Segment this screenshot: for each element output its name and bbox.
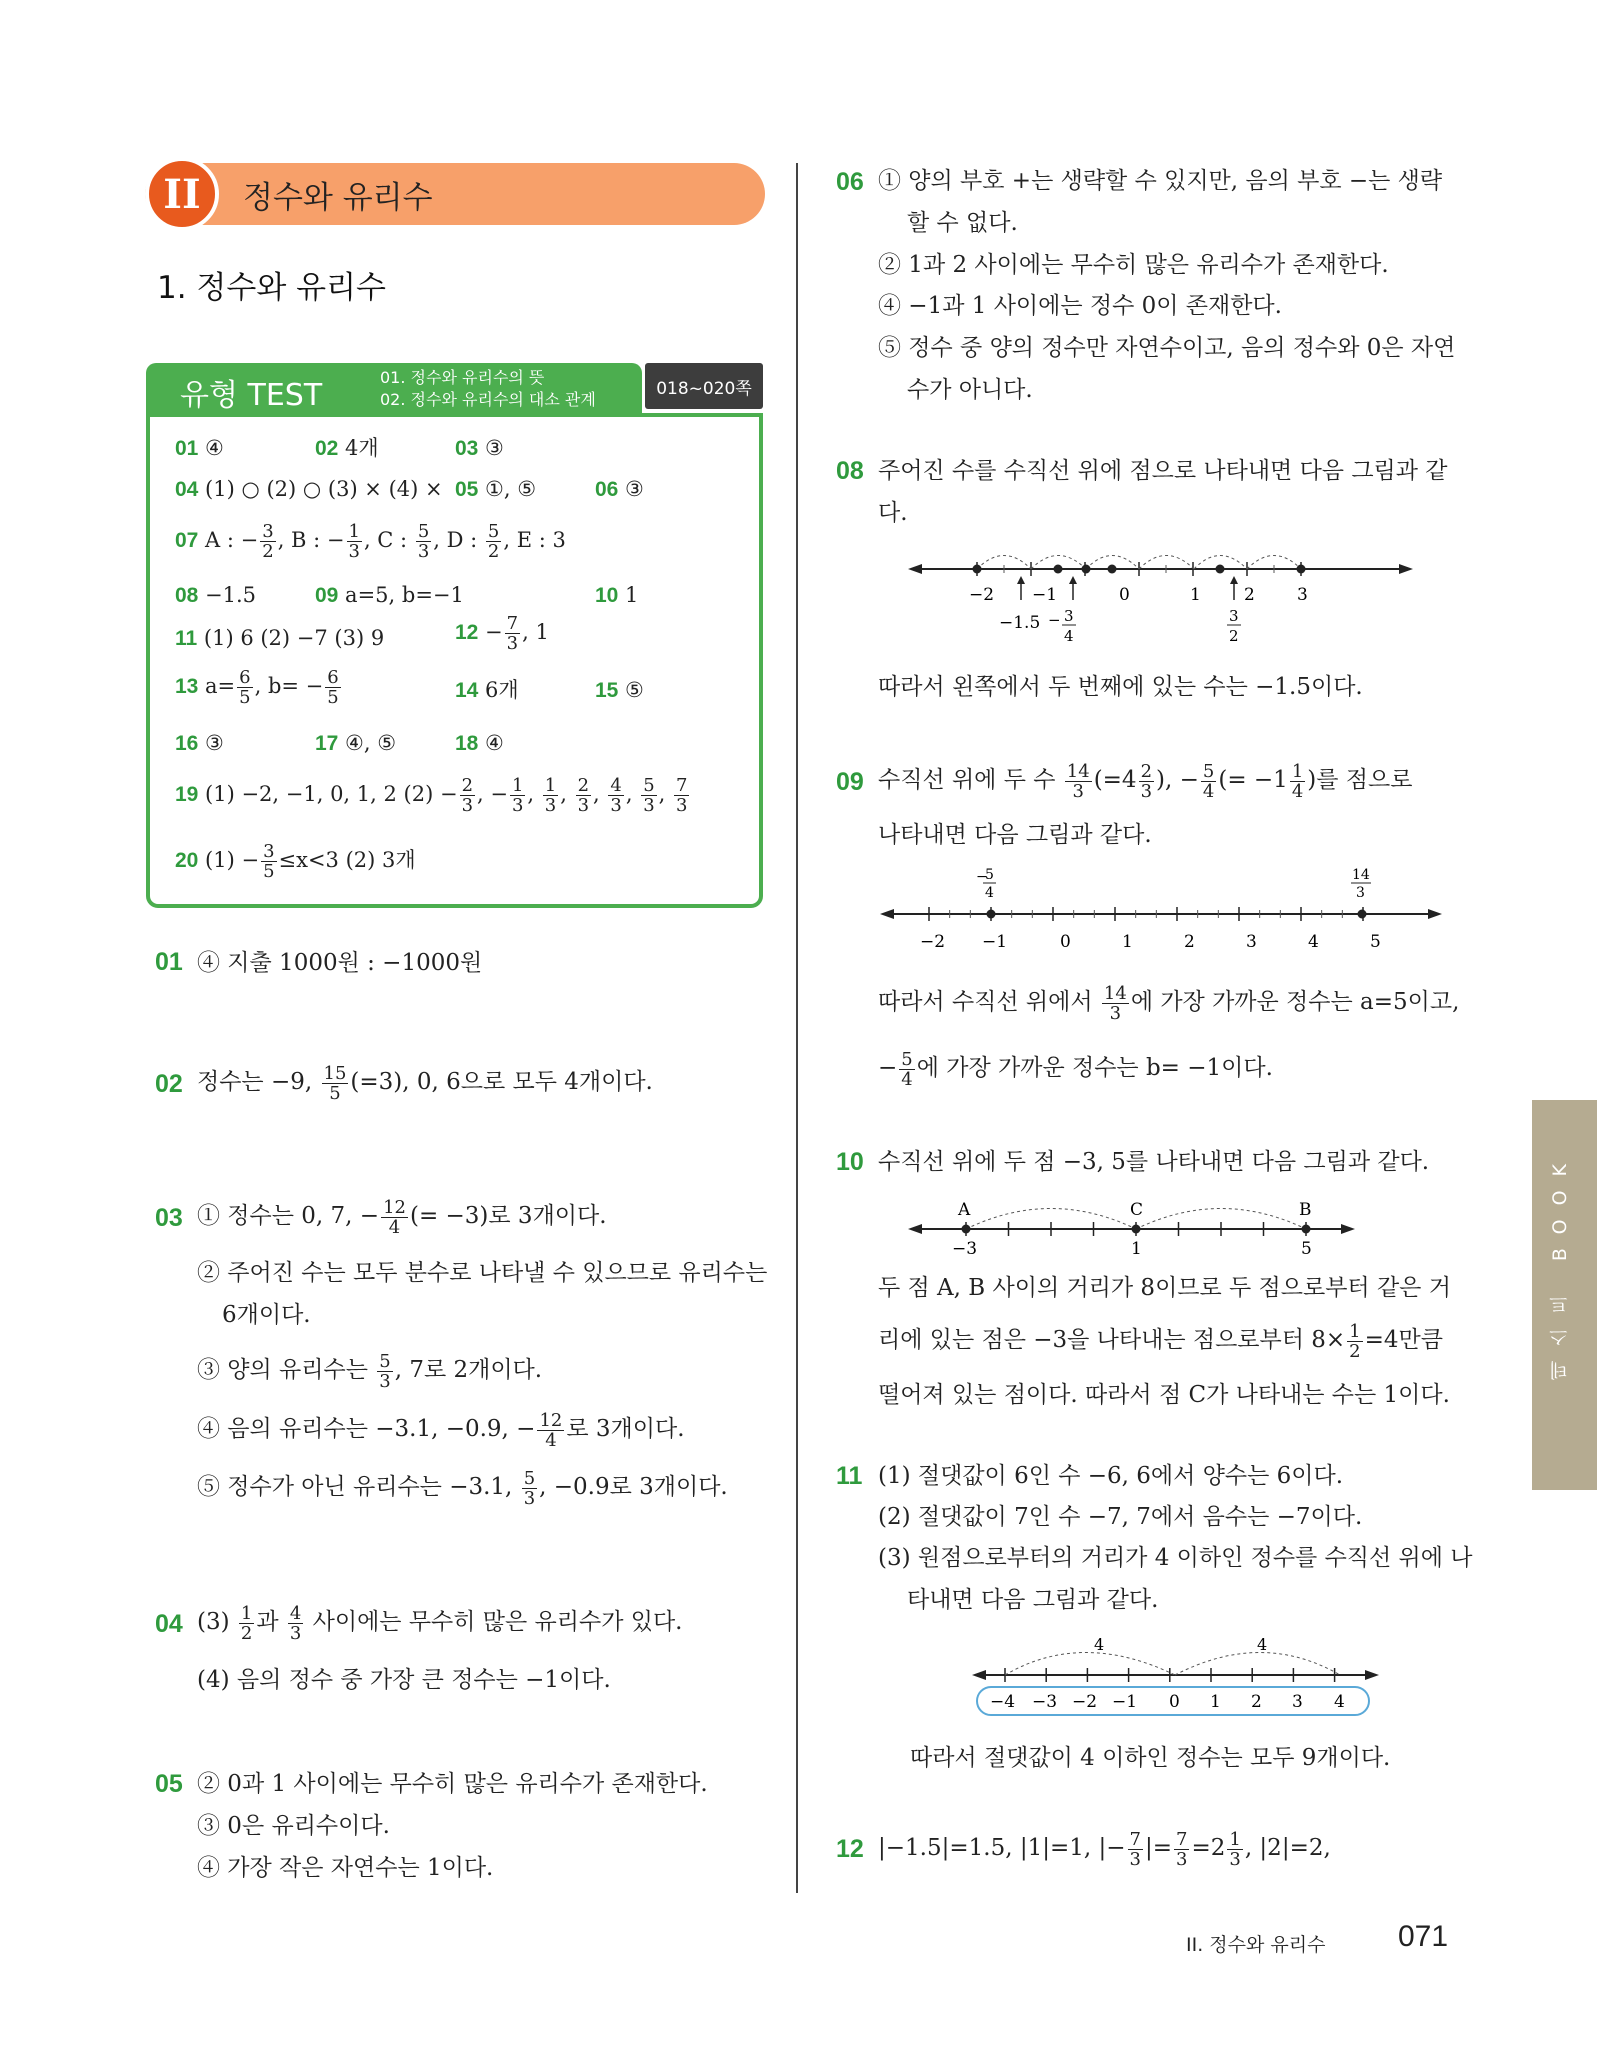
- svg-text:−1: −1: [1112, 1692, 1138, 1712]
- q11-line2: (2) 절댓값이 7인 수 −7, 7에서 음수는 −7이다.: [878, 1504, 1363, 1530]
- svg-text:−4: −4: [990, 1692, 1016, 1712]
- q04-number: 04: [155, 1610, 183, 1638]
- svg-text:2: 2: [1244, 585, 1255, 605]
- q08-line3: 따라서 왼쪽에서 두 번째에 있는 수는 −1.5이다.: [878, 674, 1363, 700]
- answer-05: 05 ①, ⑤: [455, 477, 537, 501]
- svg-text:C: C: [1130, 1200, 1144, 1220]
- q08-number-line: [908, 540, 1418, 660]
- q09-line1: 수직선 위에 두 수 $\frac{14}{3}$ (=4 $\frac{2}{3}$ ), − $\frac{5}{4}$ (= −1 $\frac{1}{4}$ )를 점으로: [878, 760, 1413, 802]
- q06-line1a: ① 양의 부호 +는 생략할 수 있지만, 음의 부호 −는 생략: [878, 168, 1443, 194]
- answer-20: 20 (1) − $\frac{3}{5}$ ≤x<3 (2) 3개: [175, 841, 416, 882]
- q11-line4: 따라서 절댓값이 4 이하인 정수는 모두 9개이다.: [910, 1745, 1391, 1771]
- q08-line1: 주어진 수를 수직선 위에 점으로 나타내면 다음 그림과 같: [878, 458, 1448, 484]
- svg-text:4: 4: [1257, 1635, 1268, 1654]
- svg-text:5: 5: [1370, 932, 1381, 952]
- q03-line4: ④ 음의 유리수는 −3.1, −0.9, − $\frac{12}{4}$ 로 3개이다.: [197, 1409, 685, 1451]
- q06-line4: ④ −1과 1 사이에는 정수 0이 존재한다.: [878, 293, 1282, 319]
- q03-line2b: 6개이다.: [222, 1302, 311, 1328]
- answer-04: 04 (1) ○ (2) ○ (3) × (4) ×: [175, 477, 443, 501]
- svg-text:2: 2: [1229, 627, 1239, 645]
- test-box-title: 유형 TEST: [180, 378, 323, 413]
- q12-line1: |−1.5|=1.5, |1|=1, |− $\frac{7}{3}$ |= $\frac{7}{3}$ =2 $\frac{1}{3}$ , |2|=2,: [878, 1828, 1331, 1870]
- svg-text:−2: −2: [920, 932, 946, 952]
- q06-line1b: 할 수 없다.: [907, 210, 1018, 236]
- svg-text:3: 3: [1297, 585, 1308, 605]
- q09-line3: 따라서 수직선 위에서 $\frac{14}{3}$ 에 가장 가까운 정수는 a=5이고,: [878, 982, 1460, 1024]
- svg-text:14: 14: [1352, 867, 1370, 883]
- answer-16: 16 ③: [175, 731, 224, 755]
- q11-number-line: [972, 1630, 1382, 1720]
- q11-line1: (1) 절댓값이 6인 수 −6, 6에서 양수는 6이다.: [878, 1463, 1344, 1489]
- q11-line3b: 타내면 다음 그림과 같다.: [907, 1587, 1159, 1613]
- q10-line1: 수직선 위에 두 점 −3, 5를 나타내면 다음 그림과 같다.: [878, 1149, 1430, 1175]
- svg-text:−2: −2: [1072, 1692, 1098, 1712]
- answer-01: 01 ④: [175, 436, 224, 460]
- answer-08: 08 −1.5: [175, 583, 257, 607]
- q04-line1: (3) $\frac{1}{2}$ 과 $\frac{4}{3}$ 사이에는 무수히 많은 유리수가 있다.: [197, 1602, 683, 1644]
- chapter-banner: [145, 163, 765, 225]
- answer-03: 03 ③: [455, 436, 504, 460]
- svg-text:B: B: [1299, 1200, 1312, 1220]
- svg-text:1: 1: [1190, 585, 1201, 605]
- q11-line3a: (3) 원점으로부터의 거리가 4 이하인 정수를 수직선 위에 나: [878, 1545, 1473, 1571]
- svg-text:−1: −1: [982, 932, 1008, 952]
- answer-15: 15 ⑤: [595, 678, 644, 702]
- answer-09: 09 a=5, b=−1: [315, 583, 464, 607]
- q09-line4: − $\frac{5}{4}$ 에 가장 가까운 정수는 b= −1이다.: [878, 1048, 1273, 1090]
- q06-line5b: 수가 아니다.: [907, 377, 1033, 403]
- svg-text:2: 2: [1184, 932, 1195, 952]
- answer-18: 18 ④: [455, 731, 504, 755]
- chapter-title: 정수와 유리수: [243, 180, 433, 216]
- svg-text:2: 2: [1251, 1692, 1262, 1712]
- q06-number: 06: [836, 168, 864, 196]
- svg-text:3: 3: [1229, 607, 1239, 625]
- q10-line4: 떨어져 있는 점이다. 따라서 점 C가 나타내는 수는 1이다.: [878, 1382, 1450, 1408]
- chapter-badge: II: [145, 157, 219, 231]
- answer-11: 11 (1) 6 (2) −7 (3) 9: [175, 626, 385, 650]
- svg-text:3: 3: [1246, 932, 1257, 952]
- svg-text:3: 3: [1064, 607, 1074, 625]
- answer-13: 13 a= $\frac{6}{5}$ , b= − $\frac{6}{5}$: [175, 667, 339, 708]
- q09-number-line: [880, 862, 1445, 954]
- column-divider: [796, 163, 798, 1893]
- svg-text:1: 1: [1122, 932, 1133, 952]
- q05-line1: ② 0과 1 사이에는 무수히 많은 유리수가 존재한다.: [197, 1771, 708, 1797]
- page-number: 071: [1398, 1920, 1449, 1953]
- test-box-pages: 018~020쪽: [645, 363, 763, 409]
- side-tab-label: 테스트 BOOK: [1549, 1150, 1571, 1381]
- answer-19: 19 (1) −2, −1, 0, 1, 2 (2) − $\frac{2}{3}$ , − $\frac{1}{3}$ , $\frac{1}{3}$ , $\frac{2}{3}$ , $\frac{4}{3}$ , $\frac{5}{3}$ , $\frac{7}{3}$: [175, 775, 688, 816]
- svg-text:5: 5: [985, 867, 994, 883]
- q03-number: 03: [155, 1204, 183, 1232]
- svg-text:−: −: [976, 869, 988, 885]
- answer-12: 12 − $\frac{7}{3}$ , 1: [455, 613, 549, 654]
- svg-text:−3: −3: [952, 1239, 978, 1259]
- q08-number: 08: [836, 457, 864, 485]
- q02-text: 정수는 −9, $\frac{15}{5}$ (=3), 0, 6으로 모두 4개이다.: [197, 1062, 653, 1104]
- svg-text:−3: −3: [1032, 1692, 1058, 1712]
- answer-14: 14 6개: [455, 678, 519, 702]
- svg-text:4: 4: [1094, 1635, 1105, 1654]
- q01-text: ④ 지출 1000원 : −1000원: [197, 950, 483, 976]
- q03-line5: ⑤ 정수가 아닌 유리수는 −3.1, $\frac{5}{3}$ , −0.9로 3개이다.: [197, 1467, 728, 1509]
- q03-line3: ③ 양의 유리수는 $\frac{5}{3}$ , 7로 2개이다.: [197, 1350, 543, 1392]
- svg-text:4: 4: [1064, 627, 1074, 645]
- q08-line2: 다.: [878, 500, 908, 526]
- q05-line2: ③ 0은 유리수이다.: [197, 1813, 390, 1839]
- answer-06: 06 ③: [595, 477, 644, 501]
- q09-number: 09: [836, 768, 864, 796]
- q10-line3: 리에 있는 점은 −3을 나타내는 점으로부터 8× $\frac{1}{2}$ =4만큼: [878, 1320, 1443, 1362]
- q11-number: 11: [836, 1462, 863, 1490]
- q06-line2: ② 1과 2 사이에는 무수히 많은 유리수가 존재한다.: [878, 252, 1389, 278]
- svg-text:1: 1: [1131, 1239, 1142, 1259]
- svg-text:5: 5: [1301, 1239, 1312, 1259]
- q10-number: 10: [836, 1148, 864, 1176]
- q10-line2: 두 점 A, B 사이의 거리가 8이므로 두 점으로부터 같은 거: [878, 1275, 1451, 1301]
- q12-number: 12: [836, 1835, 864, 1863]
- svg-text:4: 4: [1334, 1692, 1345, 1712]
- q03-line1: ① 정수는 0, 7, − $\frac{12}{4}$ (= −3)로 3개이다.: [197, 1196, 607, 1238]
- answer-07: 07 A : − $\frac{3}{2}$ , B : − $\frac{1}{3}$ , C : $\frac{5}{3}$ , D : $\frac{5}{2}$ , E : 3: [175, 521, 566, 562]
- svg-text:−1: −1: [1032, 585, 1058, 605]
- svg-text:−1.5: −1.5: [999, 613, 1041, 633]
- q04-line2: (4) 음의 정수 중 가장 큰 정수는 −1이다.: [197, 1667, 611, 1693]
- q05-number: 05: [155, 1770, 183, 1798]
- q01-number: 01: [155, 948, 183, 976]
- svg-text:0: 0: [1169, 1692, 1180, 1712]
- svg-text:−: −: [1048, 611, 1061, 629]
- q03-line2a: ② 주어진 수는 모두 분수로 나타낼 수 있으므로 유리수는: [197, 1260, 768, 1286]
- svg-text:4: 4: [985, 885, 994, 901]
- svg-text:3: 3: [1356, 885, 1365, 901]
- q05-line3: ④ 가장 작은 자연수는 1이다.: [197, 1855, 494, 1881]
- svg-text:4: 4: [1308, 932, 1319, 952]
- q09-line2: 나타내면 다음 그림과 같다.: [878, 822, 1152, 848]
- q06-line5a: ⑤ 정수 중 양의 정수만 자연수이고, 음의 정수와 0은 자연: [878, 335, 1456, 361]
- answer-10: 10 1: [595, 583, 639, 607]
- svg-text:3: 3: [1292, 1692, 1303, 1712]
- test-box-subtitle: 01. 정수와 유리수의 뜻 02. 정수와 유리수의 대소 관계: [380, 368, 596, 409]
- q10-number-line: [908, 1192, 1358, 1262]
- answer-02: 02 4개: [315, 436, 379, 460]
- svg-text:1: 1: [1210, 1692, 1221, 1712]
- svg-text:0: 0: [1060, 932, 1071, 952]
- svg-text:A: A: [958, 1200, 971, 1220]
- svg-text:0: 0: [1119, 585, 1130, 605]
- q02-number: 02: [155, 1070, 183, 1098]
- section-title: 1. 정수와 유리수: [157, 270, 386, 306]
- footer-section: II. 정수와 유리수: [1186, 1934, 1326, 1956]
- svg-text:−2: −2: [969, 585, 995, 605]
- answer-17: 17 ④, ⑤: [315, 731, 397, 755]
